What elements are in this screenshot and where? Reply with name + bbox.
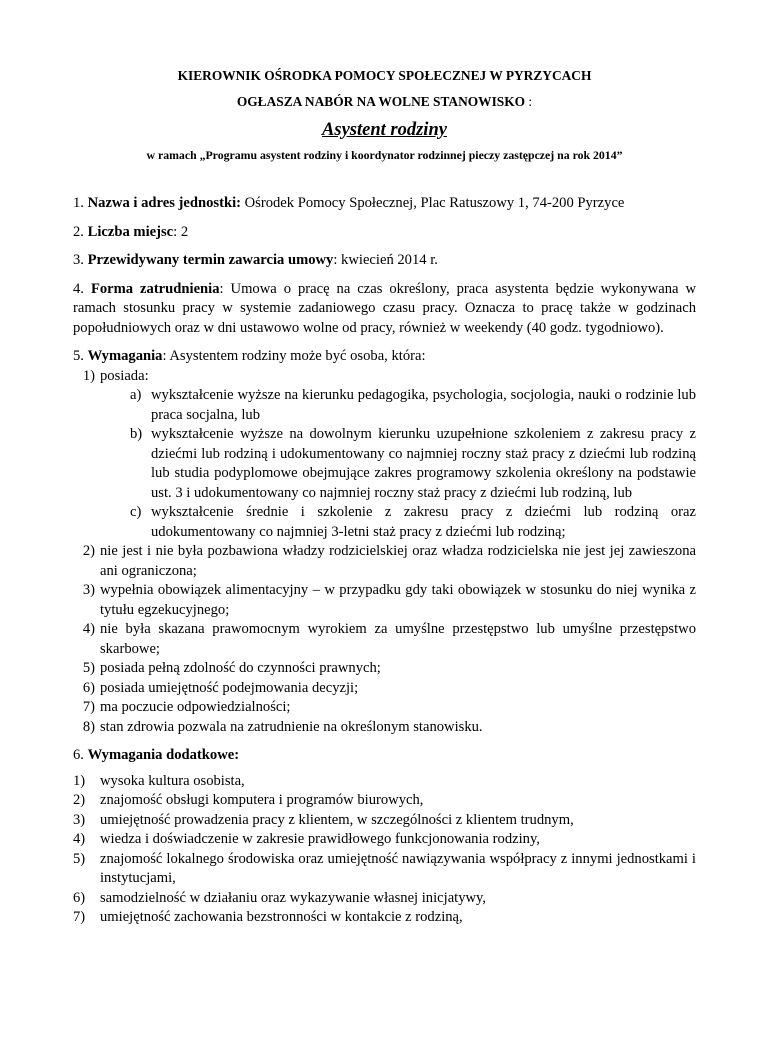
list-item [73, 620, 696, 659]
item-text: wiedza i doświadczenie w zakresie prawidłowego funkcjonowania rodziny, [100, 831, 540, 847]
list-item [73, 772, 696, 792]
section-label: Forma zatrudnienia [90, 280, 220, 297]
item-text: znajomość obsługi komputera i programów biurowych, [100, 792, 424, 808]
list-item [73, 698, 696, 718]
requirements-list [73, 367, 696, 738]
item-text: umiejętność zachowania bezstronności w kontakcie z rodziną, [100, 909, 463, 925]
item-text: posiada: [100, 367, 149, 384]
list-item [73, 889, 696, 909]
program-subtitle: w ramach „Programu asystent rodziny i koordynator rodzinnej pieczy zastępczej na rok 2014” [146, 148, 623, 162]
header-announcement [73, 93, 696, 111]
item-text: stan zdrowia pozwala na zatrudnienie na określonym stanowisku. [100, 718, 483, 735]
education-sublist [100, 386, 696, 542]
position-title: Asystent rodziny [322, 120, 447, 140]
section-vacancies [73, 223, 696, 243]
item-number: 3) [73, 811, 86, 828]
header-institution: KIEROWNIK OŚRODKA POMOCY SPOŁECZNEJ W PYRZYCACH [177, 68, 592, 83]
item-text: posiada pełną zdolność do czynności prawnych; [100, 660, 381, 676]
list-item [73, 659, 696, 679]
sub-item [100, 386, 696, 425]
section-text: : Umowa o pracę na czas określony, praca asystenta będzie wykonywana w ramach stosunku pracy w systemie zadaniowego czasu pracy. Oznacza to pracę także w godzinach popołudniowych oraz w dni ustawowo wolne od pracy, również w weekendy (40 godz. tygodniowo). [73, 280, 696, 336]
section-additional-requirements [73, 746, 696, 928]
header-announcement-bold: OGŁASZA NABÓR NA WOLNE STANOWISKO [236, 94, 526, 109]
list-item [73, 581, 696, 620]
header-announcement-colon: : [525, 94, 533, 109]
item-text: znajomość lokalnego środowiska oraz umiejętność nawiązywania współpracy z innymi jednostkami i instytucjami, [100, 850, 696, 886]
item-number: 8) [82, 718, 95, 735]
section-number: 1. [73, 195, 84, 211]
section-text: : 2 [173, 223, 189, 240]
section-number: 3. [73, 252, 84, 268]
sub-item-text: wykształcenie średnie i szkolenie z zakresu pracy z dziećmi lub rodziną oraz udokumentowany co najmniej 3-letni staż pracy z dziećmi lub rodziną; [151, 504, 696, 540]
list-item [73, 850, 696, 889]
list-item [73, 811, 696, 831]
document-page [0, 67, 768, 1061]
item-number: 5) [73, 850, 86, 867]
sub-item-letter: a) [130, 387, 142, 403]
item-text: samodzielność w działaniu oraz wykazywanie własnej inicjatywy, [100, 889, 487, 906]
item-number: 3) [82, 582, 95, 598]
section-requirements [73, 347, 696, 737]
section-label: Liczba miejsc [87, 223, 174, 240]
sub-item-text: wykształcenie wyższe na kierunku pedagogika, psychologia, socjologia, nauki o rodzinie lub praca socjalna, lub [151, 387, 696, 423]
section-text: : Asystentem rodziny może być osoba, która: [162, 348, 426, 364]
item-number: 5) [82, 660, 95, 676]
item-number: 2) [73, 792, 86, 808]
sub-item-text: wykształcenie wyższe na dowolnym kierunku uzupełnione szkoleniem z zakresu pracy z dziećmi lub rodziną i udokumentowany co najmniej roczny staż pracy z dziećmi lub rodziną lub studia podyplomowe obejmujące zakres programowy szkolenia określony na podstawie ust. 3 i udokumentowany co najmniej roczny staż pracy z dziećmi lub rodziną, lub [151, 426, 696, 501]
list-item [73, 791, 696, 811]
list-item [73, 367, 696, 543]
item-text: umiejętność prowadzenia pracy z klientem, w szczególności z klientem trudnym, [100, 811, 574, 828]
section-label: Nazwa i adres jednostki: [87, 195, 241, 211]
list-item [73, 830, 696, 850]
header [73, 67, 696, 163]
section-requirements-heading [73, 347, 696, 367]
section-label: Przewidywany termin zawarcia umowy [87, 252, 334, 268]
section-employment-form [73, 280, 696, 339]
list-item [73, 908, 696, 928]
section-label: Wymagania [87, 348, 163, 364]
item-number: 1) [82, 367, 95, 384]
item-text: posiada umiejętność podejmowania decyzji; [100, 679, 359, 696]
item-text: wypełnia obowiązek alimentacyjny – w przypadku gdy taki obowiązek w stosunku do niej wynika z tytułu egzekucyjnego; [100, 582, 696, 618]
item-number: 7) [82, 699, 95, 715]
sub-item-letter: c) [130, 504, 142, 520]
item-number: 2) [82, 543, 95, 559]
item-number: 6) [73, 889, 86, 906]
item-number: 6) [82, 679, 95, 696]
section-unit [73, 194, 696, 214]
section-number: 5. [73, 348, 84, 364]
section-label: Wymagania dodatkowe: [87, 747, 240, 763]
section-number: 2. [73, 223, 84, 240]
section-additional-heading [73, 746, 696, 766]
section-contract-date [73, 251, 696, 271]
sub-item-letter: b) [130, 426, 143, 442]
item-text: nie jest i nie była pozbawiona władzy rodzicielskiej oraz władza rodzicielska nie jest jej zawieszona ani ograniczona; [100, 543, 696, 579]
sub-item [100, 503, 696, 542]
item-number: 1) [73, 772, 86, 789]
item-number: 4) [82, 621, 95, 637]
section-text: Ośrodek Pomocy Społecznej, Plac Ratuszowy 1, 74-200 Pyrzyce [240, 195, 625, 211]
list-item [73, 542, 696, 581]
section-text: : kwiecień 2014 r. [333, 252, 438, 268]
item-number: 4) [73, 831, 86, 847]
list-item [73, 718, 696, 738]
section-number: 4. [73, 280, 84, 297]
item-text: wysoka kultura osobista, [100, 772, 245, 789]
item-number: 7) [73, 909, 86, 925]
section-number: 6. [73, 747, 84, 763]
item-text: nie była skazana prawomocnym wyrokiem za umyślne przestępstwo lub umyślne przestępstwo skarbowe; [100, 621, 696, 657]
additional-requirements-list [73, 772, 696, 928]
item-text: ma poczucie odpowiedzialności; [100, 699, 291, 715]
list-item [73, 679, 696, 699]
sub-item [100, 425, 696, 503]
